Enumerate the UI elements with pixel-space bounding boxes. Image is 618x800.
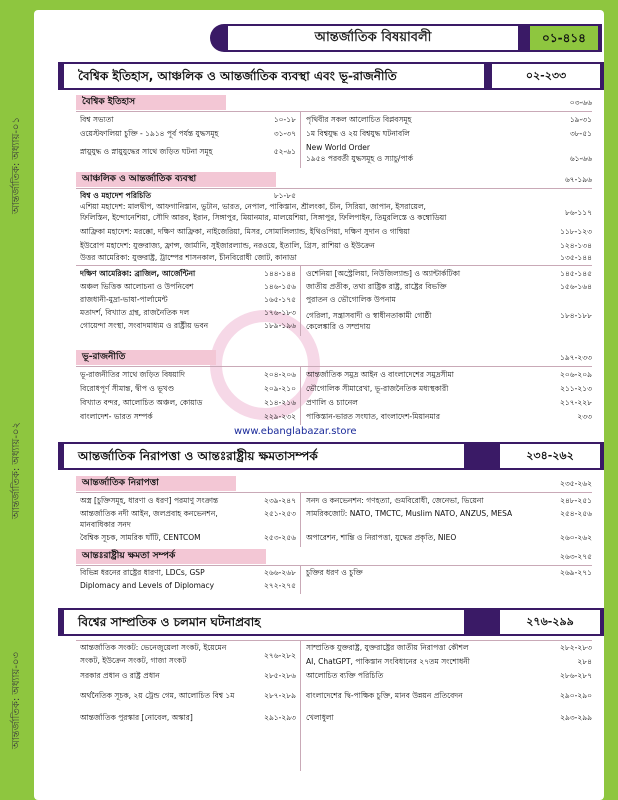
list-item-pages: ২৮৭-২৮৯ xyxy=(264,691,296,700)
list-item-pages: ২২৯-২৩২ xyxy=(264,412,296,421)
list-item: অস্ত্র [চুক্তিসমূহ, ধারণা ও ধরণ] পরমাণু সংক্রান্ত xyxy=(80,496,219,505)
section-1-title: বৈশ্বিক ইতিহাস, আঞ্চলিক ও আন্তর্জাতিক ব্যবস্থা এবং ভূ-রাজনীতি xyxy=(64,64,484,88)
list-item: ১৯৫৪ পরবর্তী যুদ্ধসমূহ ও স্যাচু/পার্ক xyxy=(306,154,413,163)
list-item: অপারেশন, শান্তি ও নিরাপত্তা, যুদ্ধের প্রকৃতি, NIEO xyxy=(306,533,457,542)
list-item-pages: ২৩৩ xyxy=(577,412,592,421)
group-pages: ২৩৫-২৬২ xyxy=(560,479,592,488)
list-item-pages: ৬১-৬৬ xyxy=(569,154,592,163)
list-item: বাংলাদেশ- ভারত সম্পর্ক xyxy=(80,412,153,421)
list-item-pages: ১৯-৩১ xyxy=(569,115,592,124)
group-head-power-relations: আন্তঃরাষ্ট্রীয় ক্ষমতা সম্পর্ক xyxy=(76,549,266,564)
list-item: অর্থনৈতিক সূচক, ২য় ট্রেন্ড গেম, আলোচিত বিশ্ব ১ম xyxy=(80,691,235,700)
divider xyxy=(76,111,592,112)
list-item: পাকিস্তান-ভারত সংঘাত, বাংলাদেশ-মিয়ানমার xyxy=(306,412,440,421)
list-item: জাতীয় প্রতীক, তথ্য রাষ্ট্রিক রাষ্ট্র, রাষ্ট্রের বিভক্তি xyxy=(306,282,447,291)
list-item: মতাদর্শ, বিখ্যাত গ্রন্থ, রাজনৈতিক দল xyxy=(80,308,190,317)
list-item: ওশেনিয়া [অস্ট্রেলিয়া, নিউজিল্যান্ড] ও অ্যান্টার্কটিকা xyxy=(306,269,461,278)
list-item-pages: ৩৮-৫১ xyxy=(569,129,592,138)
list-item: সরকার প্রধান ও রাষ্ট্র প্রধান xyxy=(80,671,160,680)
list-item-pages: ২৫৪-২৫৬ xyxy=(560,509,592,518)
list-item-pages: ৩১-৩৭ xyxy=(273,129,296,138)
list-item-pages: ২৯০-২৯০ xyxy=(560,691,592,700)
list-item: সনদ ও কনভেনশন: গণহত্যা, গুমবিরোধী, জেনেভা, ভিয়েনা xyxy=(306,496,484,505)
list-item: ১ম বিশ্বযুদ্ধ ও ২য় বিশ্বযুদ্ধ ঘটনাবলি xyxy=(306,129,410,138)
list-item-pages: ২৪৮-২৫১ xyxy=(560,496,592,505)
list-item: আন্তর্জাতিক সংকট: ভেনেজুয়েলা সংকট, ইয়েমেন xyxy=(80,643,227,652)
list-item: Diplomacy and Levels of Diplomacy xyxy=(80,581,215,590)
group-head-regional-international: আঞ্চলিক ও আন্তর্জাতিক ব্যবস্থা xyxy=(76,172,276,187)
list-item: আন্তর্জাতিক সমুদ্র আইন ও বাংলাদেশের সমুদ্রসীমা xyxy=(306,370,454,379)
list-item: পৃথিবীর সকল আলোচিত বিপ্লবসমূহ xyxy=(306,115,412,124)
list-item: খেলাধুলা xyxy=(306,713,334,722)
divider xyxy=(300,493,301,547)
list-item-pages: ২৮২-২৮৩ xyxy=(560,643,592,652)
list-item-pages: ২৮৪ xyxy=(577,657,592,666)
section-3-title: বিশ্বের সাম্প্রতিক ও চলমান ঘটনাপ্রবাহ xyxy=(64,610,464,634)
list-item-pages: ২৫১-২৫৩ xyxy=(264,509,296,518)
group-head-intl-security: আন্তর্জাতিক নিরাপত্তা xyxy=(76,476,236,491)
divider xyxy=(76,565,592,566)
list-item-pages: ২৬৯-২৭১ xyxy=(560,568,592,577)
list-item-pages: ২১৭-২২৮ xyxy=(560,398,592,407)
list-item: পুরাতন ও ভৌগোলিক উপনাম xyxy=(306,295,396,304)
list-item: উত্তর আমেরিকা: যুক্তরাষ্ট্র, ট্রাম্পের শাসনকাল, চীনবিরোধী জোট, কানাডা xyxy=(80,253,297,262)
list-item: কেলেঙ্কারি ও সম্প্রদায় xyxy=(306,322,371,331)
list-item-pages: ২০৯-২১০ xyxy=(264,384,296,393)
list-item: AI, ChatGPT, পাকিস্তান সংবিধানের ২৭তম সংশোধনী xyxy=(306,657,470,666)
list-item: ভূ-রাজনীতির সাথে জড়িত বিষয়াদি xyxy=(80,370,185,379)
list-item: বিরোধপূর্ণ সীমান্ত, দ্বীপ ও ভূখণ্ড xyxy=(80,384,175,393)
list-item: বৈশ্বিক সূচক, সামরিক ঘাঁটি, CENTCOM xyxy=(80,533,201,542)
list-item-pages: ১০-১৮ xyxy=(273,115,296,124)
side-label-chapter-3: আন্তর্জাতিক: অধ্যায়-০৩ xyxy=(10,651,22,749)
list-item: প্রণালি ও চ্যানেল xyxy=(306,398,358,407)
list-item: আন্তর্জাতিক নদী আইন, জলপ্রবাহ কনভেনশন, xyxy=(80,509,218,518)
list-item: বিখ্যাত বন্দর, আলোচিত অঞ্চল, কোয়াড xyxy=(80,398,203,407)
section-1-pages: ০২-২৩৩ xyxy=(492,64,600,88)
divider xyxy=(300,641,301,771)
list-item-pages: ২৬০-২৬২ xyxy=(560,533,592,542)
list-item-pages: ২৫৩-২৫৬ xyxy=(264,533,296,542)
list-item-pages: ২১১-২১৩ xyxy=(560,384,592,393)
group-head-global-history: বৈশ্বিক ইতিহাস xyxy=(76,95,226,110)
divider xyxy=(76,188,592,189)
list-item-pages: ১৪৪-১৪৪ xyxy=(264,269,296,278)
list-item: গোয়েন্দা সংস্থা, সংবাদমাধ্যম ও রাষ্ট্রীয় ভবন xyxy=(80,321,209,330)
list-item: গেরিলা, সন্ত্রাসবাদী ও স্বাধীনতাকামী গোষ্ঠী xyxy=(306,311,432,320)
list-item-pages: ৮১-৮৫ xyxy=(273,191,296,200)
divider xyxy=(300,367,301,425)
page-range: ০১-৪১৪ xyxy=(530,26,598,50)
list-item-pages: ১৩৫-১৪৪ xyxy=(560,253,592,262)
list-item: বিশ্ব ও মহাদেশ পরিচিতি xyxy=(80,191,151,200)
divider xyxy=(300,112,301,168)
list-item-pages: ২৮৬-২৮৭ xyxy=(560,671,592,680)
list-item: আন্তর্জাতিক পুরস্কার [নোবেল, অস্কার] xyxy=(80,713,193,722)
group-head-geopolitics: ভূ-রাজনীতি xyxy=(76,350,216,365)
list-item-pages: ২৩৯-২৪৭ xyxy=(264,496,296,505)
list-item: মানবাধিকার সনদ xyxy=(80,520,131,529)
page-title: আন্তর্জাতিক বিষয়াবলী xyxy=(228,26,518,50)
group-pages: ৬৭-১৯৬ xyxy=(564,175,592,184)
list-item-pages: ২৮৫-২৮৬ xyxy=(264,671,296,680)
section-2-title: আন্তর্জাতিক নিরাপত্তা ও আন্তঃরাষ্ট্রীয় ক্ষমতাসম্পর্ক xyxy=(64,444,464,468)
list-item: ফিলিস্তিন, ইন্দোনেশিয়া, সৌদি আরব, ইরান, সিঙ্গাপুর, মিয়ানমার, মালয়েশিয়া, সিঙ্গাপুর, ফিলিপাইন, তিমুরলিস্তে ও কম্বোডিয়া xyxy=(80,213,447,222)
list-item: সংকট, ইউক্রেন সংকট, গাজা সংকট xyxy=(80,656,187,665)
divider xyxy=(76,640,592,641)
list-item-pages: ৫২-৬১ xyxy=(273,147,296,156)
list-item-pages: ১৮৯-১৯৬ xyxy=(264,321,296,330)
list-item-pages: ১৫৬-১৬৪ xyxy=(560,282,592,291)
list-item-pages: ১৪৫-১৪৫ xyxy=(560,269,592,278)
side-label-chapter-1: আন্তর্জাতিক: অধ্যায়-০১ xyxy=(10,116,22,214)
list-item: দক্ষিণ আমেরিকা: ব্রাজিল, আর্জেন্টিনা xyxy=(80,269,196,278)
list-item-pages: ২৯১-২৯৩ xyxy=(264,713,296,722)
list-item: সামরিকজোট: NATO, TMCTC, Muslim NATO, ANZUS, MESA xyxy=(306,509,513,518)
list-item-pages: ১৪৬-১৫৬ xyxy=(264,282,296,291)
watermark-text: www.ebanglabazar.store xyxy=(234,426,357,437)
divider xyxy=(300,566,301,594)
list-item: এশিয়া মহাদেশ: মালদ্বীপ, আফগানিস্তান, ভুটান, ভারত, নেপাল, পাকিস্তান, শ্রীলংকা, চীন, সিরিয়া, জাপান, ইসরায়েল, xyxy=(80,202,426,211)
list-item: আলোচিত ব্যক্তি পরিচিতি xyxy=(306,671,384,680)
divider xyxy=(76,366,592,367)
divider xyxy=(76,265,592,266)
list-item-pages: ২৯৩-২৯৯ xyxy=(560,713,592,722)
list-item-pages: ২৭২-২৭৫ xyxy=(264,581,296,590)
list-item-pages: ১১৮-১২৩ xyxy=(560,227,592,236)
list-item-pages: ২০৪-২০৬ xyxy=(264,370,296,379)
list-item-pages: ১৭৬-১৮৩ xyxy=(264,308,296,317)
side-label-chapter-2: আন্তর্জাতিক: অধ্যায়-০২ xyxy=(10,421,22,519)
list-item-pages: ২৬৬-২৬৮ xyxy=(264,568,296,577)
list-item: ভৌগোলিক সীমারেখা, ভূ-রাজনৈতিক মধ্যস্থকারী xyxy=(306,384,449,393)
list-item: New World Order xyxy=(306,143,370,152)
list-item: সাম্প্রতিক যুক্তরাষ্ট্র, যুক্তরাষ্ট্রের জাতীয় নিরাপত্তা কৌশল xyxy=(306,643,469,652)
list-item-pages: ১৮৪-১৮৮ xyxy=(560,311,592,320)
list-item-pages: ২৭৬-২৮২ xyxy=(264,651,296,660)
list-item-pages: ১২৪-১৩৪ xyxy=(560,241,592,250)
list-item-pages: ২০৬-২০৯ xyxy=(560,370,592,379)
list-item: বিশ্ব সভ্যতা xyxy=(80,115,114,124)
divider xyxy=(300,266,301,336)
list-item: ওয়েস্টফালিয়া চুক্তি - ১৯১৪ পূর্ব পর্যন্ত যুদ্ধসমূহ xyxy=(80,129,219,138)
list-item: বিভিন্ন ধরনের রাষ্ট্রের ধারণা, LDCs, GSP xyxy=(80,568,205,577)
list-item: আফ্রিকা মহাদেশ: মরক্কো, দক্ষিণ আফ্রিকা, নাইজেরিয়া, মিসর, সোমালিল্যান্ড, ইথিওপিয়া, দক্ষিণ সুদান ও গাম্বিয়া xyxy=(80,227,410,236)
list-item-pages: ১৬৫-১৭৫ xyxy=(264,295,296,304)
group-pages: ০৩-৬৬ xyxy=(569,98,592,107)
section-3-pages: ২৭৬-২৯৯ xyxy=(500,610,600,634)
list-item: চুক্তির ধরণ ও চুক্তি xyxy=(306,568,363,577)
list-item: বাংলাদেশের দ্বি-পাক্ষিক চুক্তি, মানব উন্নয়ন প্রতিবেদন xyxy=(306,691,463,700)
list-item-pages: ২১৪-২১৬ xyxy=(264,398,296,407)
list-item: অঞ্চল ভিত্তিক আলোচনা ও উপনিবেশ xyxy=(80,282,194,291)
group-pages: ১৯৭-২৩৩ xyxy=(560,353,592,362)
list-item: রাজধানী-মুদ্রা-ভাষা-পার্লামেন্ট xyxy=(80,295,168,304)
list-item: স্নায়ুযুদ্ধ ও স্নায়ুযুদ্ধের সাথে জড়িত ঘটনা সমূহ xyxy=(80,147,213,156)
section-2-pages: ২৩৪-২৬২ xyxy=(500,444,600,468)
divider xyxy=(76,492,592,493)
list-item: ইউরোপ মহাদেশ: যুক্তরাজ্য, ফ্রান্স, জার্মানি, সুইজারল্যান্ড, নরওয়ে, ইতালি, গ্রিস, রাশিয়া ও ইউক্রেন xyxy=(80,241,375,250)
list-item-pages: ৮৬-১১৭ xyxy=(564,208,592,217)
group-pages: ২৬৩-২৭৫ xyxy=(560,552,592,561)
